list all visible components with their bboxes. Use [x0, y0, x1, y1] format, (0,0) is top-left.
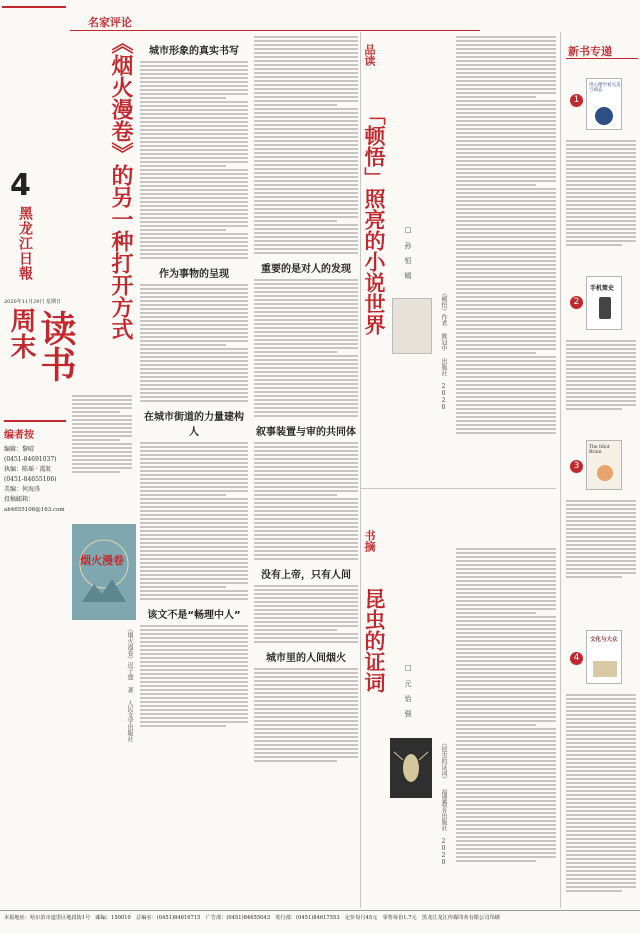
footer-info: 本报地址：哈尔滨市道里区地段街1号 邮编：150010 总编室：(0451)84616715 广告部：(0451)84655043 发行部：(0451)84617553 定价每月45元 零售每份1.7元 黑龙江龙江传媒印务有限公司印刷	[4, 915, 500, 921]
lead-book-cover	[72, 524, 136, 620]
pinjian-body	[456, 36, 556, 476]
pinjian-book-cover	[392, 298, 432, 354]
new-book-cover-3[interactable]	[586, 440, 622, 490]
date-line: 2020年11月29日 星期日	[4, 299, 62, 305]
editor-line-1: (0451-84691037)	[4, 456, 57, 463]
footer-rule	[0, 910, 640, 911]
center-divider	[360, 32, 361, 908]
lead-article-col-1	[140, 36, 248, 906]
new-books-rule	[566, 58, 638, 59]
page-number: 4	[10, 168, 31, 203]
lead-book-cover-title: 烟火漫卷	[80, 554, 124, 567]
editor-line-2: 执编：陈瑶 · 霞虹	[4, 466, 52, 473]
editor-rule	[4, 420, 66, 422]
new-book-index-1: 1	[570, 94, 583, 107]
pinjian-author: □ 孙 恒 嫣	[404, 226, 412, 279]
new-book-text-1	[566, 140, 636, 258]
lead-subhead-1: 作为事物的呈现	[159, 269, 229, 280]
lead-subhead-0: 城市形象的真实书写	[149, 46, 239, 57]
new-book-cover-4[interactable]	[586, 630, 622, 684]
lead-article-col-a	[72, 395, 132, 515]
lead-subhead-3: 该文不是“畅理中人”	[147, 610, 241, 621]
pinjian-book-caption: 《顿悟》作者 陈冠中 出版社 2020	[440, 290, 447, 411]
shuzhai-book-caption: 《昆虫的证词》 福建教育出版社 2020	[440, 740, 447, 866]
new-book-cover-title-3: The Idiot Brain	[589, 445, 610, 456]
shuzhai-body-1	[456, 548, 556, 908]
editor-line-6[interactable]: ab4655106@163.com	[4, 507, 65, 513]
new-book-cover-2[interactable]	[586, 276, 622, 330]
new-book-text-2	[566, 340, 636, 420]
new-books-label: 新书专递	[568, 45, 612, 58]
new-books-header	[568, 40, 636, 59]
lead-article-title: 《烟火漫卷》的另一种打开方式	[108, 32, 134, 340]
new-book-cover-title-2: 手机简史	[590, 285, 615, 292]
book-cover-graphic-4	[593, 661, 617, 677]
paper-name: 黑龙江日報	[17, 206, 33, 281]
new-book-cover-1[interactable]	[586, 78, 622, 130]
new-book-index-4: 4	[570, 652, 583, 665]
new-book-text-3	[566, 500, 636, 596]
pinjian-title: 「顿悟」照亮的小说世界	[362, 104, 387, 335]
middle-subhead-3: 城市里的人间烟火	[266, 653, 346, 664]
editor-box-title: 编者按	[4, 430, 34, 441]
right-divider	[560, 32, 561, 908]
top-rule	[2, 6, 66, 8]
insect-illustration	[390, 738, 432, 798]
section-rule	[70, 30, 480, 31]
lead-book-caption: 《烟火漫卷》迟子建 著 人民文学出版社	[126, 626, 133, 742]
middle-subhead-0: 重要的是对人的发现	[261, 264, 351, 275]
shuzhai-book-cover	[390, 738, 432, 798]
shuzhai-author: □ 元 怡 强	[404, 664, 412, 717]
new-book-cover-title-1: 用心理学看完美与病态	[589, 83, 621, 94]
firework-illustration	[72, 524, 136, 620]
book-cover-graphic-1	[595, 107, 613, 125]
editor-box	[4, 420, 66, 590]
pinjian-label: 品读	[363, 44, 376, 66]
section-label-text: 名家评论	[88, 16, 132, 29]
new-book-cover-title-4: 文化与大众	[590, 637, 618, 643]
middle-subhead-1: 叙事装置与审的共同体	[256, 427, 356, 438]
horizontal-divider	[360, 488, 556, 489]
new-book-text-4	[566, 694, 636, 904]
new-book-index-3: 3	[570, 460, 583, 473]
lead-subhead-2: 在城市街道的力量建构人	[144, 412, 244, 438]
editor-line-5: 投稿邮箱：	[4, 496, 35, 503]
shuzhai-title: 昆虫的证词	[362, 588, 387, 693]
masthead	[0, 0, 77, 934]
middle-subhead-2: 没有上帝，只有人间	[261, 570, 351, 581]
book-cover-graphic-3	[597, 465, 613, 481]
shuzhai-label: 书摘	[363, 530, 376, 552]
editor-line-0: 编辑：黎晴	[4, 446, 35, 453]
section-label	[88, 14, 132, 30]
middle-article-col	[254, 36, 358, 906]
weekly-title-2: 读书	[35, 310, 77, 382]
book-cover-graphic-2	[599, 297, 611, 319]
editor-line-3: (0451-84655106)	[4, 476, 57, 483]
new-book-index-2: 2	[570, 296, 583, 309]
weekly-title: 周末	[6, 307, 36, 359]
editor-line-4: 美编：何海涛	[4, 486, 41, 493]
